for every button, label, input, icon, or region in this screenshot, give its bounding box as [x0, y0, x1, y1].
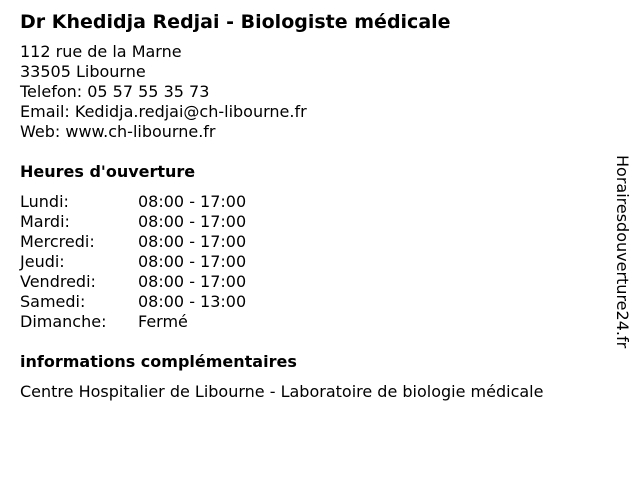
hours-time: 08:00 - 17:00: [138, 272, 247, 291]
hours-day: Mercredi:: [20, 232, 95, 251]
hours-day: Dimanche:: [20, 312, 107, 331]
hours-row-tuesday: [20, 212, 246, 232]
hours-day: Mardi:: [20, 212, 70, 231]
hours-row-saturday: [20, 292, 246, 312]
site-brand-watermark: [611, 134, 633, 370]
address-block: [20, 42, 610, 142]
hours-time: Fermé: [138, 312, 188, 331]
hours-row-thursday: [20, 252, 246, 272]
site-brand-text: Horairesdouverture24.fr: [613, 155, 632, 349]
hours-day: Lundi:: [20, 192, 69, 211]
additional-info-text: Centre Hospitalier de Libourne - Laboratoire de biologie médicale: [20, 382, 544, 401]
website-link: Web: www.ch-libourne.fr: [20, 122, 216, 141]
business-card: [20, 10, 610, 402]
opening-hours-heading: Heures d'ouverture: [20, 162, 196, 181]
additional-info-heading: informations complémentaires: [20, 352, 297, 371]
hours-day: Jeudi:: [20, 252, 65, 271]
hours-row-monday: [20, 192, 246, 212]
hours-row-sunday: [20, 312, 246, 332]
hours-time: 08:00 - 13:00: [138, 292, 247, 311]
phone-number: Telefon: 05 57 55 35 73: [20, 82, 210, 101]
hours-row-friday: [20, 272, 246, 292]
address-street: 112 rue de la Marne: [20, 42, 182, 61]
page-title: Dr Khedidja Redjai - Biologiste médicale: [20, 11, 451, 33]
hours-time: 08:00 - 17:00: [138, 252, 247, 271]
hours-time: 08:00 - 17:00: [138, 232, 247, 251]
hours-time: 08:00 - 17:00: [138, 192, 247, 211]
hours-row-wednesday: [20, 232, 246, 252]
email-address: Email: Kedidja.redjai@ch-libourne.fr: [20, 102, 307, 121]
address-city: 33505 Libourne: [20, 62, 146, 81]
opening-hours-table: [20, 192, 246, 332]
hours-day: Vendredi:: [20, 272, 96, 291]
hours-day: Samedi:: [20, 292, 86, 311]
hours-time: 08:00 - 17:00: [138, 212, 247, 231]
